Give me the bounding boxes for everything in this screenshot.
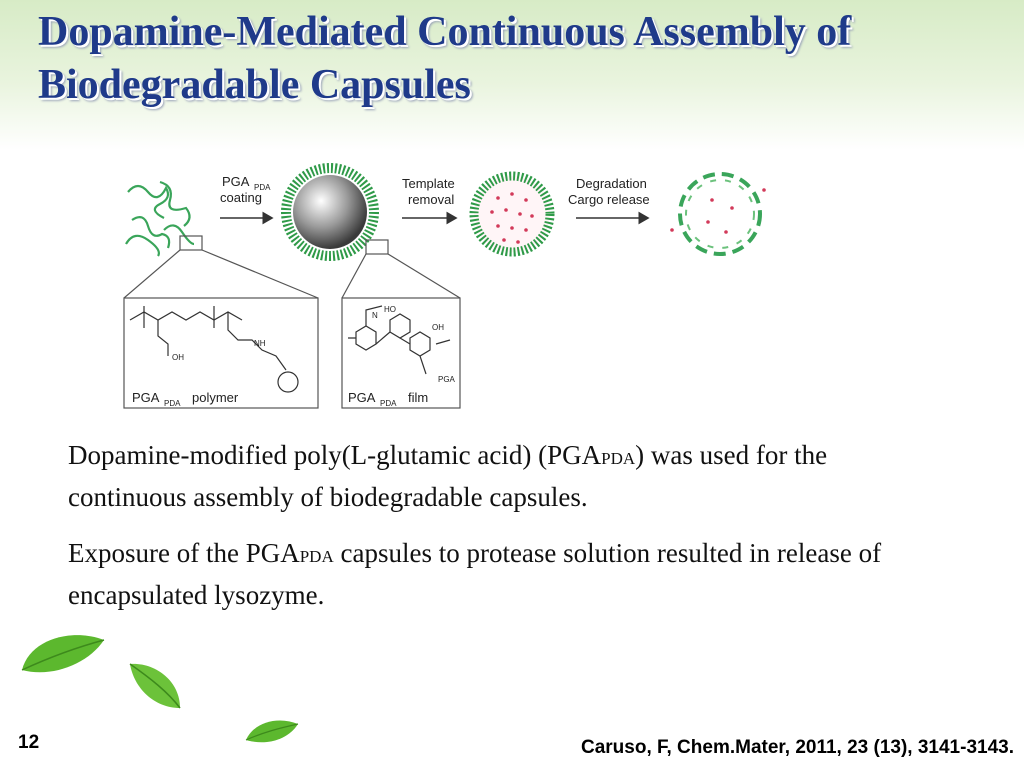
p2-subscript: PDA	[299, 547, 334, 566]
paragraph-2	[68, 534, 948, 614]
loaded-capsule	[474, 176, 550, 252]
step1-label-sub: PDA	[254, 183, 271, 192]
film-structure-icon	[348, 306, 450, 374]
film-atom-oh: OH	[432, 323, 444, 332]
panel1-label-b: polymer	[192, 390, 239, 405]
step1-label-a: PGA	[222, 174, 250, 189]
panel1-label-sub: PDA	[164, 399, 181, 408]
step1-label-b: coating	[220, 190, 262, 205]
p1-text-end: ) was used for the continuous assembly of biodegradable capsules.	[68, 440, 828, 512]
p1-subscript: PDA	[601, 449, 636, 468]
panel2-label-sub: PDA	[380, 399, 397, 408]
polymer-atom-oh: OH	[172, 353, 184, 362]
degraded-capsule	[670, 174, 766, 254]
film-atom-pga: PGA	[438, 375, 455, 384]
step2-label-b: removal	[408, 192, 455, 207]
polymer-atom-nh: NH	[254, 339, 266, 348]
paragraph-1	[68, 436, 948, 516]
step2-label-a: Template	[402, 176, 455, 191]
p2-text-start: Exposure of the PGA	[68, 538, 300, 568]
template-core	[293, 175, 367, 249]
film-atom-ho: HO	[384, 305, 396, 314]
slide-number: 12	[18, 732, 40, 753]
step3-label-a: Degradation	[576, 176, 647, 191]
polymer-structure-icon	[130, 306, 298, 392]
slide-title: Dopamine-Mediated Continuous Assembly of Biodegradable Capsules	[38, 9, 852, 108]
film-atom-n: N	[372, 311, 378, 320]
leaf-icon	[244, 716, 300, 746]
leaf-icon	[126, 660, 184, 712]
zoom-box-film	[366, 240, 388, 254]
panel2-label-a: PGA	[348, 390, 376, 405]
p1-text-start: Dopamine-modified poly(L-glutamic acid) (PGA	[68, 440, 602, 470]
polymer-strands	[126, 182, 194, 256]
capsule-assembly-diagram	[120, 160, 780, 410]
panel2-label-b: film	[408, 390, 429, 405]
p2-text-end: capsules to protease solution resulted in release of encapsulated lysozyme.	[68, 538, 882, 610]
leaf-icon	[18, 628, 108, 678]
step3-label-b: Cargo release	[568, 192, 650, 207]
panel1-label-a: PGA	[132, 390, 160, 405]
citation: Caruso, F, Chem.Mater, 2011, 23 (13), 3141-3143.	[580, 737, 1014, 758]
body-text	[68, 436, 948, 632]
